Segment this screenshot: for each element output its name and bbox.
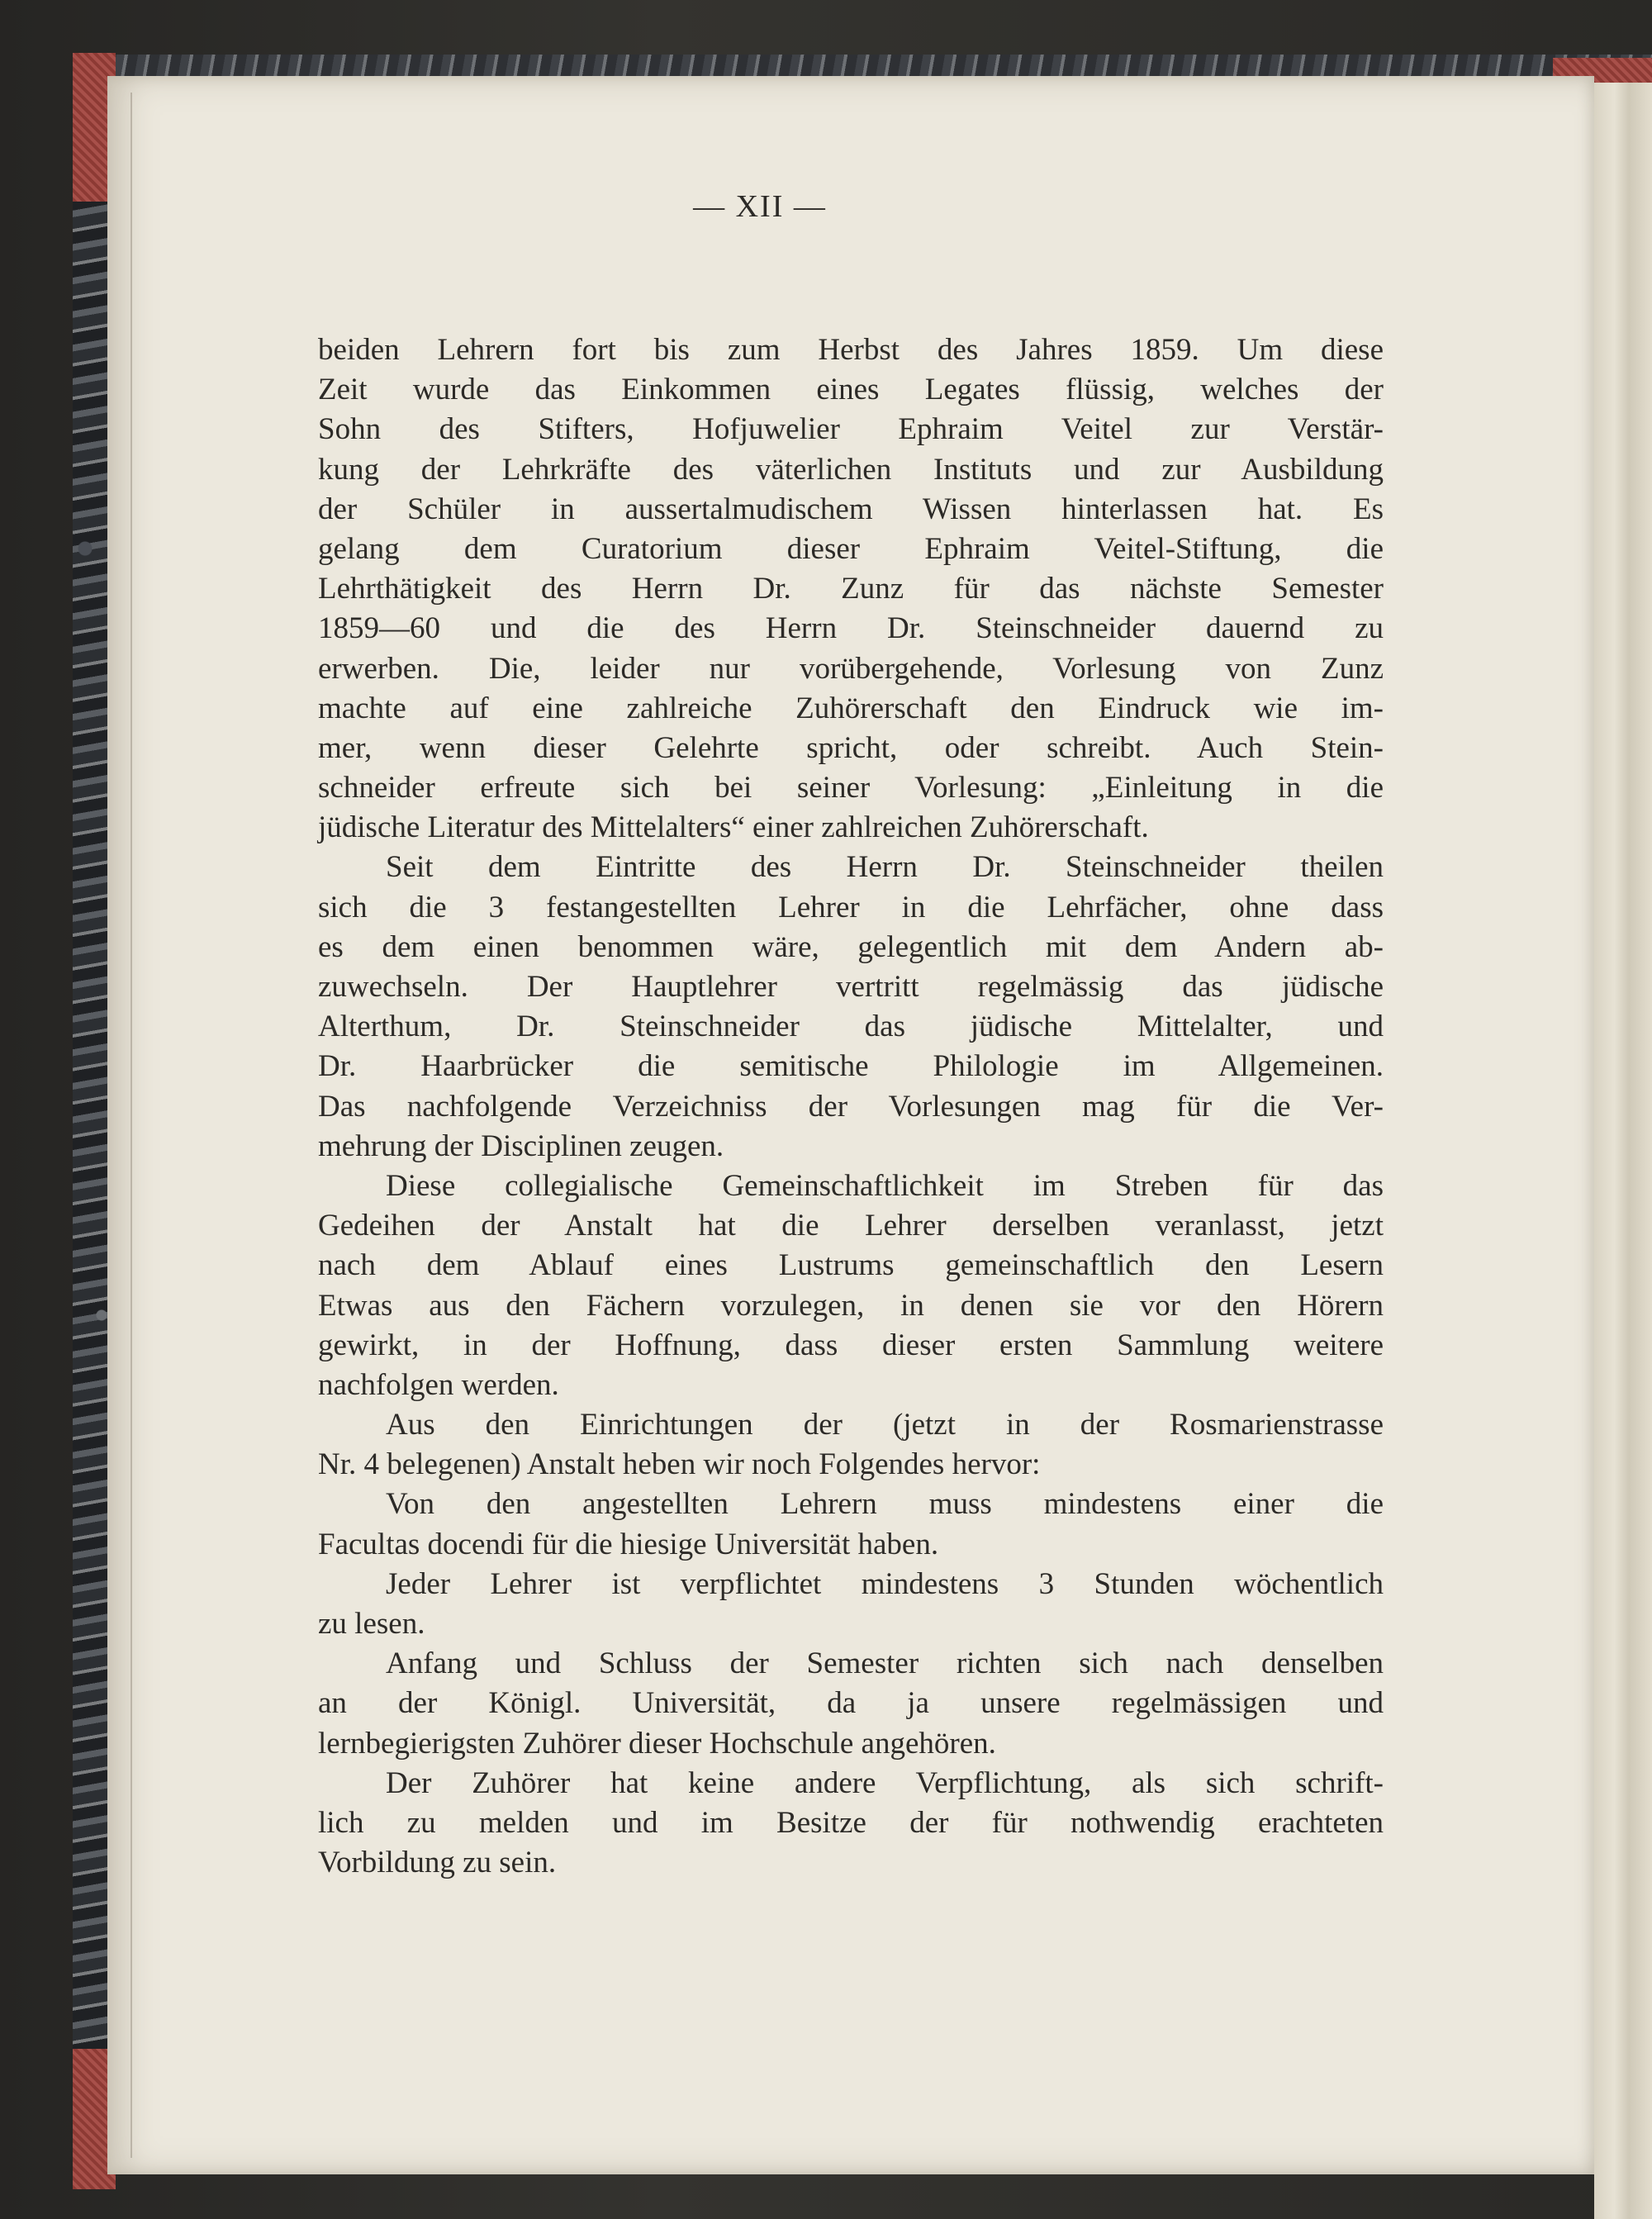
following-page-edges: [1594, 83, 1652, 2219]
text-line: zu lesen.: [318, 1607, 425, 1641]
text-line: Diese collegialische Gemeinschaftlichkeit im Streben für das: [386, 1168, 1384, 1203]
text-line: zuwechseln. Der Hauptlehrer vertritt regelmässig das jüdische: [318, 970, 1384, 1004]
text-line: Dr. Haarbrücker die semitische Philologie im Allgemeinen.: [318, 1049, 1384, 1084]
text-line: kung der Lehrkräfte des väterlichen Instituts und zur Ausbildung: [318, 452, 1384, 487]
text-line: erwerben. Die, leider nur vorübergehende, Vorlesung von Zunz: [318, 651, 1384, 686]
text-line: sich die 3 festangestellten Lehrer in die Lehrfächer, ohne dass: [318, 890, 1384, 924]
text-line: nachfolgen werden.: [318, 1367, 559, 1402]
text-line: Vorbildung zu sein.: [318, 1846, 557, 1880]
text-line: gewirkt, in der Hoffnung, dass dieser ersten Sammlung weitere: [318, 1328, 1384, 1362]
text-line: Etwas aus den Fächern vorzulegen, in denen sie vor den Hörern: [318, 1288, 1384, 1323]
page-gutter: [131, 93, 132, 2158]
page-header: — XII —: [693, 189, 827, 224]
text-line: nach dem Ablauf eines Lustrums gemeinschaftlich den Lesern: [318, 1248, 1384, 1283]
text-line: Seit dem Eintritte des Herrn Dr. Steinschneider theilen: [386, 850, 1384, 885]
text-line: an der Königl. Universität, da ja unsere regelmässigen und: [318, 1686, 1384, 1721]
text-line: Von den angestellten Lehrern muss mindestens einer die: [386, 1487, 1384, 1522]
text-line: Jeder Lehrer ist verpflichtet mindestens 3 Stunden wöchentlich: [386, 1566, 1384, 1601]
text-line: es dem einen benommen wäre, gelegentlich mit dem Andern ab-: [318, 929, 1384, 964]
text-line: Nr. 4 belegenen) Anstalt heben wir noch Folgendes hervor:: [318, 1447, 1041, 1482]
text-line: beiden Lehrern fort bis zum Herbst des Jahres 1859. Um diese: [318, 333, 1384, 367]
text-line: Facultas docendi für die hiesige Universität haben.: [318, 1527, 939, 1561]
body-text: [318, 330, 1384, 1883]
text-line: mehrung der Disciplinen zeugen.: [318, 1129, 724, 1163]
text-line: Aus den Einrichtungen der (jetzt in der Rosmarienstrasse: [386, 1408, 1384, 1442]
text-line: Lehrthätigkeit des Herrn Dr. Zunz für das nächste Semester: [318, 572, 1384, 606]
text-line: gelang dem Curatorium dieser Ephraim Veitel-Stiftung, die: [318, 531, 1384, 566]
text-line: Sohn des Stifters, Hofjuwelier Ephraim Veitel zur Verstär-: [318, 412, 1384, 447]
text-line: Zeit wurde das Einkommen eines Legates flüssig, welches der: [318, 373, 1384, 407]
text-line: machte auf eine zahlreiche Zuhörerschaft den Eindruck wie im-: [318, 691, 1384, 725]
text-line: Anfang und Schluss der Semester richten sich nach denselben: [386, 1646, 1384, 1681]
text-line: lernbegierigsten Zuhörer dieser Hochschule angehören.: [318, 1726, 996, 1760]
text-line: der Schüler in aussertalmudischem Wissen hinterlassen hat. Es: [318, 492, 1384, 526]
text-line: jüdische Literatur des Mittelalters“ einer zahlreichen Zuhörerschaft.: [318, 810, 1149, 845]
text-line: Gedeihen der Anstalt hat die Lehrer derselben veranlasst, jetzt: [318, 1209, 1384, 1243]
text-line: Das nachfolgende Verzeichniss der Vorlesungen mag für die Ver-: [318, 1089, 1384, 1124]
text-line: schneider erfreute sich bei seiner Vorlesung: „Einleitung in die: [318, 771, 1384, 805]
text-line: mer, wenn dieser Gelehrte spricht, oder schreibt. Auch Stein-: [318, 730, 1384, 765]
text-line: Alterthum, Dr. Steinschneider das jüdische Mittelalter, und: [318, 1010, 1384, 1044]
text-line: Der Zuhörer hat keine andere Verpflichtung, als sich schrift-: [386, 1765, 1384, 1800]
text-line: lich zu melden und im Besitze der für nothwendig erachteten: [318, 1805, 1384, 1840]
text-line: 1859—60 und die des Herrn Dr. Steinschneider dauernd zu: [318, 611, 1384, 646]
